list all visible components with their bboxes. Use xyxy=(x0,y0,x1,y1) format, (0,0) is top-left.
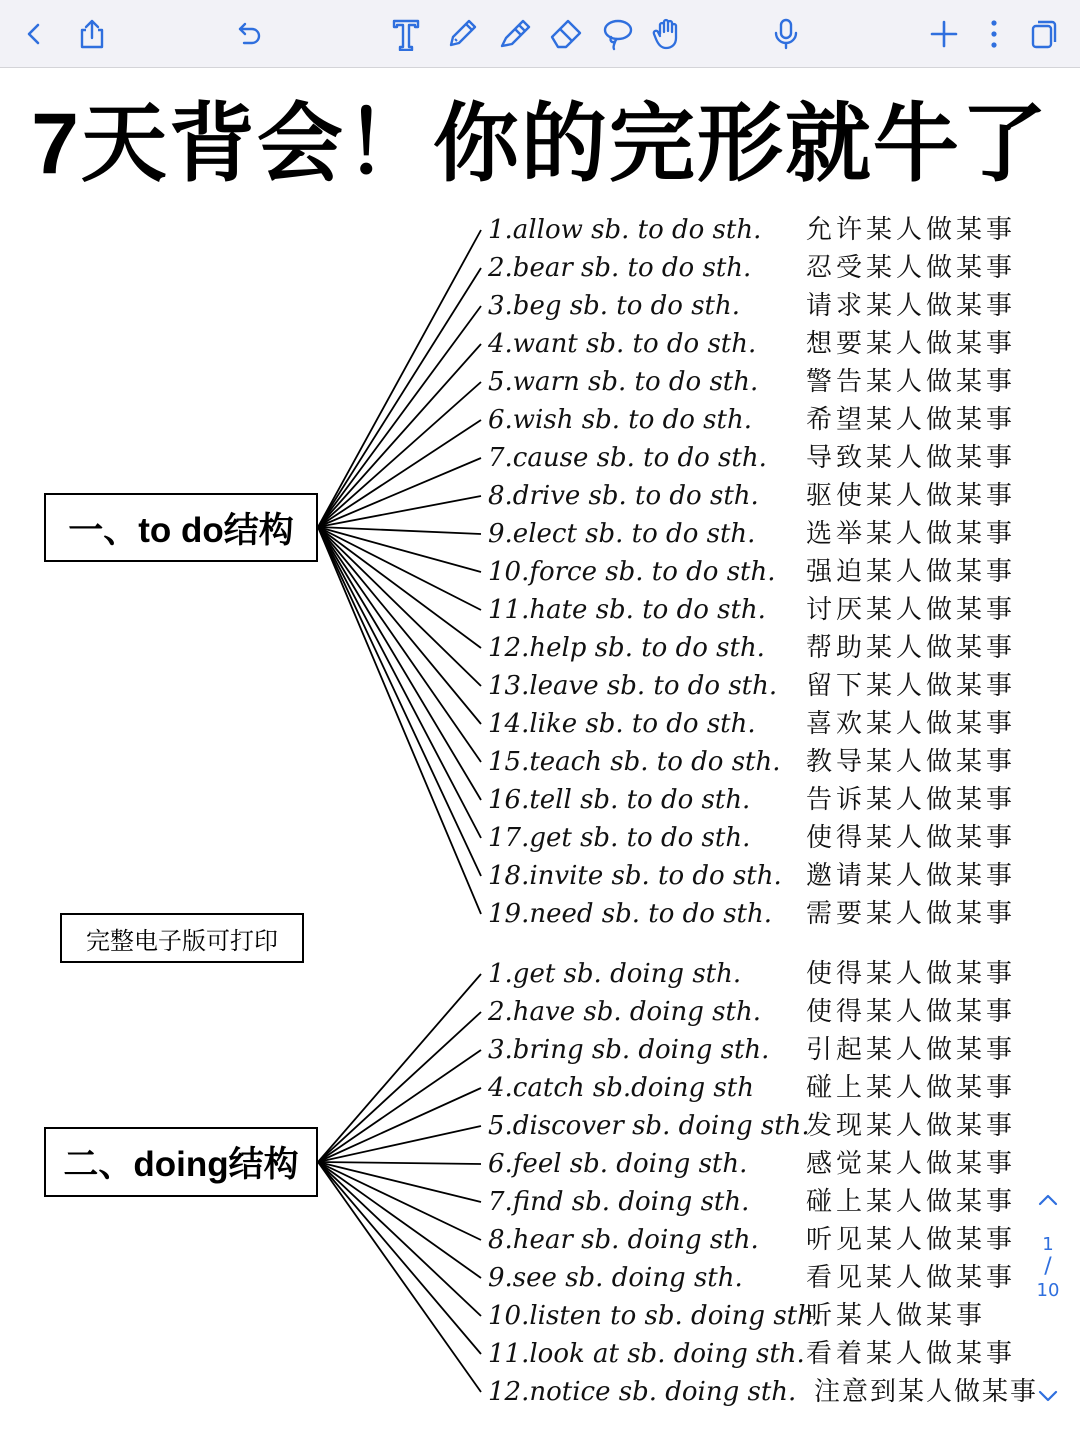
section2-label: 二、doing结构 xyxy=(44,1127,318,1197)
list-item xyxy=(488,743,1048,781)
list-item xyxy=(488,1183,1048,1221)
phrase-english: 14.like sb. to do sth. xyxy=(488,709,756,739)
connector-line xyxy=(318,527,481,724)
list-item xyxy=(488,1107,1048,1145)
app-toolbar xyxy=(0,0,1080,68)
list-item xyxy=(488,857,1048,895)
connector-line xyxy=(318,1162,481,1240)
phrase-chinese: 碰上某人做某事 xyxy=(806,1187,1017,1217)
phrase-english: 5.discover sb. doing sth. xyxy=(488,1111,810,1141)
phrase-english: 12.notice sb. doing sth. xyxy=(488,1377,797,1407)
phrase-chinese: 希望某人做某事 xyxy=(806,405,1017,435)
phrase-chinese: 看见某人做某事 xyxy=(806,1263,1017,1293)
phrase-chinese: 告诉某人做某事 xyxy=(806,785,1017,815)
list-item xyxy=(488,325,1048,363)
eraser-icon[interactable] xyxy=(546,14,586,54)
phrase-chinese: 驱使某人做某事 xyxy=(806,481,1017,511)
connector-line xyxy=(318,527,481,876)
connector-line xyxy=(318,974,481,1162)
phrase-english: 12.help sb. to do sth. xyxy=(488,633,765,663)
phrase-english: 18.invite sb. to do sth. xyxy=(488,861,782,891)
phrase-english: 13.leave sb. to do sth. xyxy=(488,671,778,701)
phrase-english: 8.drive sb. to do sth. xyxy=(488,481,759,511)
phrase-chinese: 注意到某人做某事 xyxy=(814,1377,1039,1407)
phrase-chinese: 发现某人做某事 xyxy=(806,1111,1017,1141)
back-icon[interactable] xyxy=(14,14,54,54)
list-item xyxy=(488,819,1048,857)
phrase-chinese: 引起某人做某事 xyxy=(806,1035,1017,1065)
document-page xyxy=(0,69,1080,1440)
phrase-english: 17.get sb. to do sth. xyxy=(488,823,751,853)
phrase-english: 10.force sb. to do sth. xyxy=(488,557,776,587)
list-item xyxy=(488,211,1048,249)
phrase-chinese: 导致某人做某事 xyxy=(806,443,1017,473)
section2-list xyxy=(488,955,1048,1411)
connector-line xyxy=(318,1126,481,1162)
phrase-chinese: 选举某人做某事 xyxy=(806,519,1017,549)
list-item xyxy=(488,895,1048,933)
connector-line xyxy=(318,527,481,838)
connector-line xyxy=(318,268,481,527)
phrase-english: 1.allow sb. to do sth. xyxy=(488,215,762,245)
phrase-english: 1.get sb. doing sth. xyxy=(488,959,742,989)
phrase-chinese: 碰上某人做某事 xyxy=(806,1073,1017,1103)
phrase-english: 3.bring sb. doing sth. xyxy=(488,1035,770,1065)
phrase-chinese: 邀请某人做某事 xyxy=(806,861,1017,891)
phrase-chinese: 使得某人做某事 xyxy=(806,959,1017,989)
connector-line xyxy=(318,527,481,914)
list-item xyxy=(488,1031,1048,1069)
phrase-english: 4.want sb. to do sth. xyxy=(488,329,757,359)
phrase-english: 8.hear sb. doing sth. xyxy=(488,1225,759,1255)
list-item xyxy=(488,705,1048,743)
list-item xyxy=(488,667,1048,705)
phrase-chinese: 看着某人做某事 xyxy=(806,1339,1017,1369)
connector-line xyxy=(318,382,481,527)
list-item xyxy=(488,439,1048,477)
hand-icon[interactable] xyxy=(648,14,688,54)
highlighter-icon[interactable] xyxy=(494,14,534,54)
page-indicator xyxy=(1028,1190,1068,1410)
chevron-up-icon[interactable] xyxy=(1036,1190,1060,1214)
phrase-english: 9.see sb. doing sth. xyxy=(488,1263,743,1293)
phrase-english: 4.catch sb.doing sth xyxy=(488,1073,754,1103)
list-item xyxy=(488,993,1048,1031)
list-item xyxy=(488,363,1048,401)
connector-line xyxy=(318,1162,481,1316)
phrase-english: 16.tell sb. to do sth. xyxy=(488,785,751,815)
lasso-icon[interactable] xyxy=(598,14,638,54)
list-item xyxy=(488,1373,1048,1411)
list-item xyxy=(488,401,1048,439)
phrase-english: 15.teach sb. to do sth. xyxy=(488,747,781,777)
connector-line xyxy=(318,1088,481,1162)
phrase-english: 2.bear sb. to do sth. xyxy=(488,253,752,283)
phrase-chinese: 想要某人做某事 xyxy=(806,329,1017,359)
section1-list xyxy=(488,211,1048,933)
list-item xyxy=(488,515,1048,553)
phrase-english: 19.need sb. to do sth. xyxy=(488,899,773,929)
phrase-chinese: 喜欢某人做某事 xyxy=(806,709,1017,739)
list-item xyxy=(488,781,1048,819)
phrase-english: 11.hate sb. to do sth. xyxy=(488,595,766,625)
phrase-chinese: 留下某人做某事 xyxy=(806,671,1017,701)
phrase-chinese: 讨厌某人做某事 xyxy=(806,595,1017,625)
phrase-chinese: 警告某人做某事 xyxy=(806,367,1017,397)
pen-icon[interactable] xyxy=(442,14,482,54)
list-item xyxy=(488,1145,1048,1183)
phrase-english: 6.wish sb. to do sth. xyxy=(488,405,752,435)
more-icon[interactable] xyxy=(974,14,1014,54)
list-item xyxy=(488,1069,1048,1107)
page-separator: / xyxy=(1044,1254,1052,1279)
phrase-english: 5.warn sb. to do sth. xyxy=(488,367,759,397)
phrase-english: 10.listen to sb. doing sth. xyxy=(488,1301,823,1331)
printable-note: 完整电子版可打印 xyxy=(60,913,304,963)
list-item xyxy=(488,553,1048,591)
list-item xyxy=(488,955,1048,993)
microphone-icon[interactable] xyxy=(766,14,806,54)
phrase-chinese: 听见某人做某事 xyxy=(806,1225,1017,1255)
phrase-english: 11.look at sb. doing sth. xyxy=(488,1339,805,1369)
connector-line xyxy=(318,1162,481,1278)
current-page: 1 xyxy=(1042,1234,1054,1255)
phrase-english: 7.find sb. doing sth. xyxy=(488,1187,750,1217)
list-item xyxy=(488,629,1048,667)
phrase-chinese: 需要某人做某事 xyxy=(806,899,1017,929)
connector-line xyxy=(318,306,481,527)
list-item xyxy=(488,1259,1048,1297)
phrase-english: 7.cause sb. to do sth. xyxy=(488,443,767,473)
phrase-chinese: 使得某人做某事 xyxy=(806,823,1017,853)
share-icon[interactable] xyxy=(72,14,112,54)
pages-icon[interactable] xyxy=(1024,14,1064,54)
connector-line xyxy=(318,1162,481,1164)
connector-line xyxy=(318,527,481,762)
section1-label: 一、to do结构 xyxy=(44,493,318,562)
phrase-chinese: 听某人做某事 xyxy=(806,1301,987,1331)
list-item xyxy=(488,1297,1048,1335)
list-item xyxy=(488,249,1048,287)
text-tool-icon[interactable] xyxy=(386,14,426,54)
list-item xyxy=(488,591,1048,629)
list-item xyxy=(488,1335,1048,1373)
list-item xyxy=(488,1221,1048,1259)
phrase-chinese: 感觉某人做某事 xyxy=(806,1149,1017,1179)
phrase-chinese: 忍受某人做某事 xyxy=(806,253,1017,283)
phrase-chinese: 强迫某人做某事 xyxy=(806,557,1017,587)
connector-line xyxy=(318,1162,481,1354)
list-item xyxy=(488,477,1048,515)
undo-icon[interactable] xyxy=(230,14,270,54)
connector-line xyxy=(318,1012,481,1162)
total-pages: 10 xyxy=(1036,1280,1060,1301)
chevron-down-icon[interactable] xyxy=(1036,1386,1060,1410)
phrase-chinese: 帮助某人做某事 xyxy=(806,633,1017,663)
phrase-english: 6.feel sb. doing sth. xyxy=(488,1149,748,1179)
phrase-chinese: 允许某人做某事 xyxy=(806,215,1017,245)
phrase-english: 9.elect sb. to do sth. xyxy=(488,519,756,549)
list-item xyxy=(488,287,1048,325)
add-icon[interactable] xyxy=(924,14,964,54)
page-title: 7天背会！你的完形就牛了 xyxy=(31,96,1049,192)
connector-line xyxy=(318,230,481,527)
phrase-chinese: 请求某人做某事 xyxy=(806,291,1017,321)
phrase-english: 2.have sb. doing sth. xyxy=(488,997,761,1027)
phrase-chinese: 使得某人做某事 xyxy=(806,997,1017,1027)
phrase-english: 3.beg sb. to do sth. xyxy=(488,291,740,321)
phrase-chinese: 教导某人做某事 xyxy=(806,747,1017,777)
connector-line xyxy=(318,527,481,648)
